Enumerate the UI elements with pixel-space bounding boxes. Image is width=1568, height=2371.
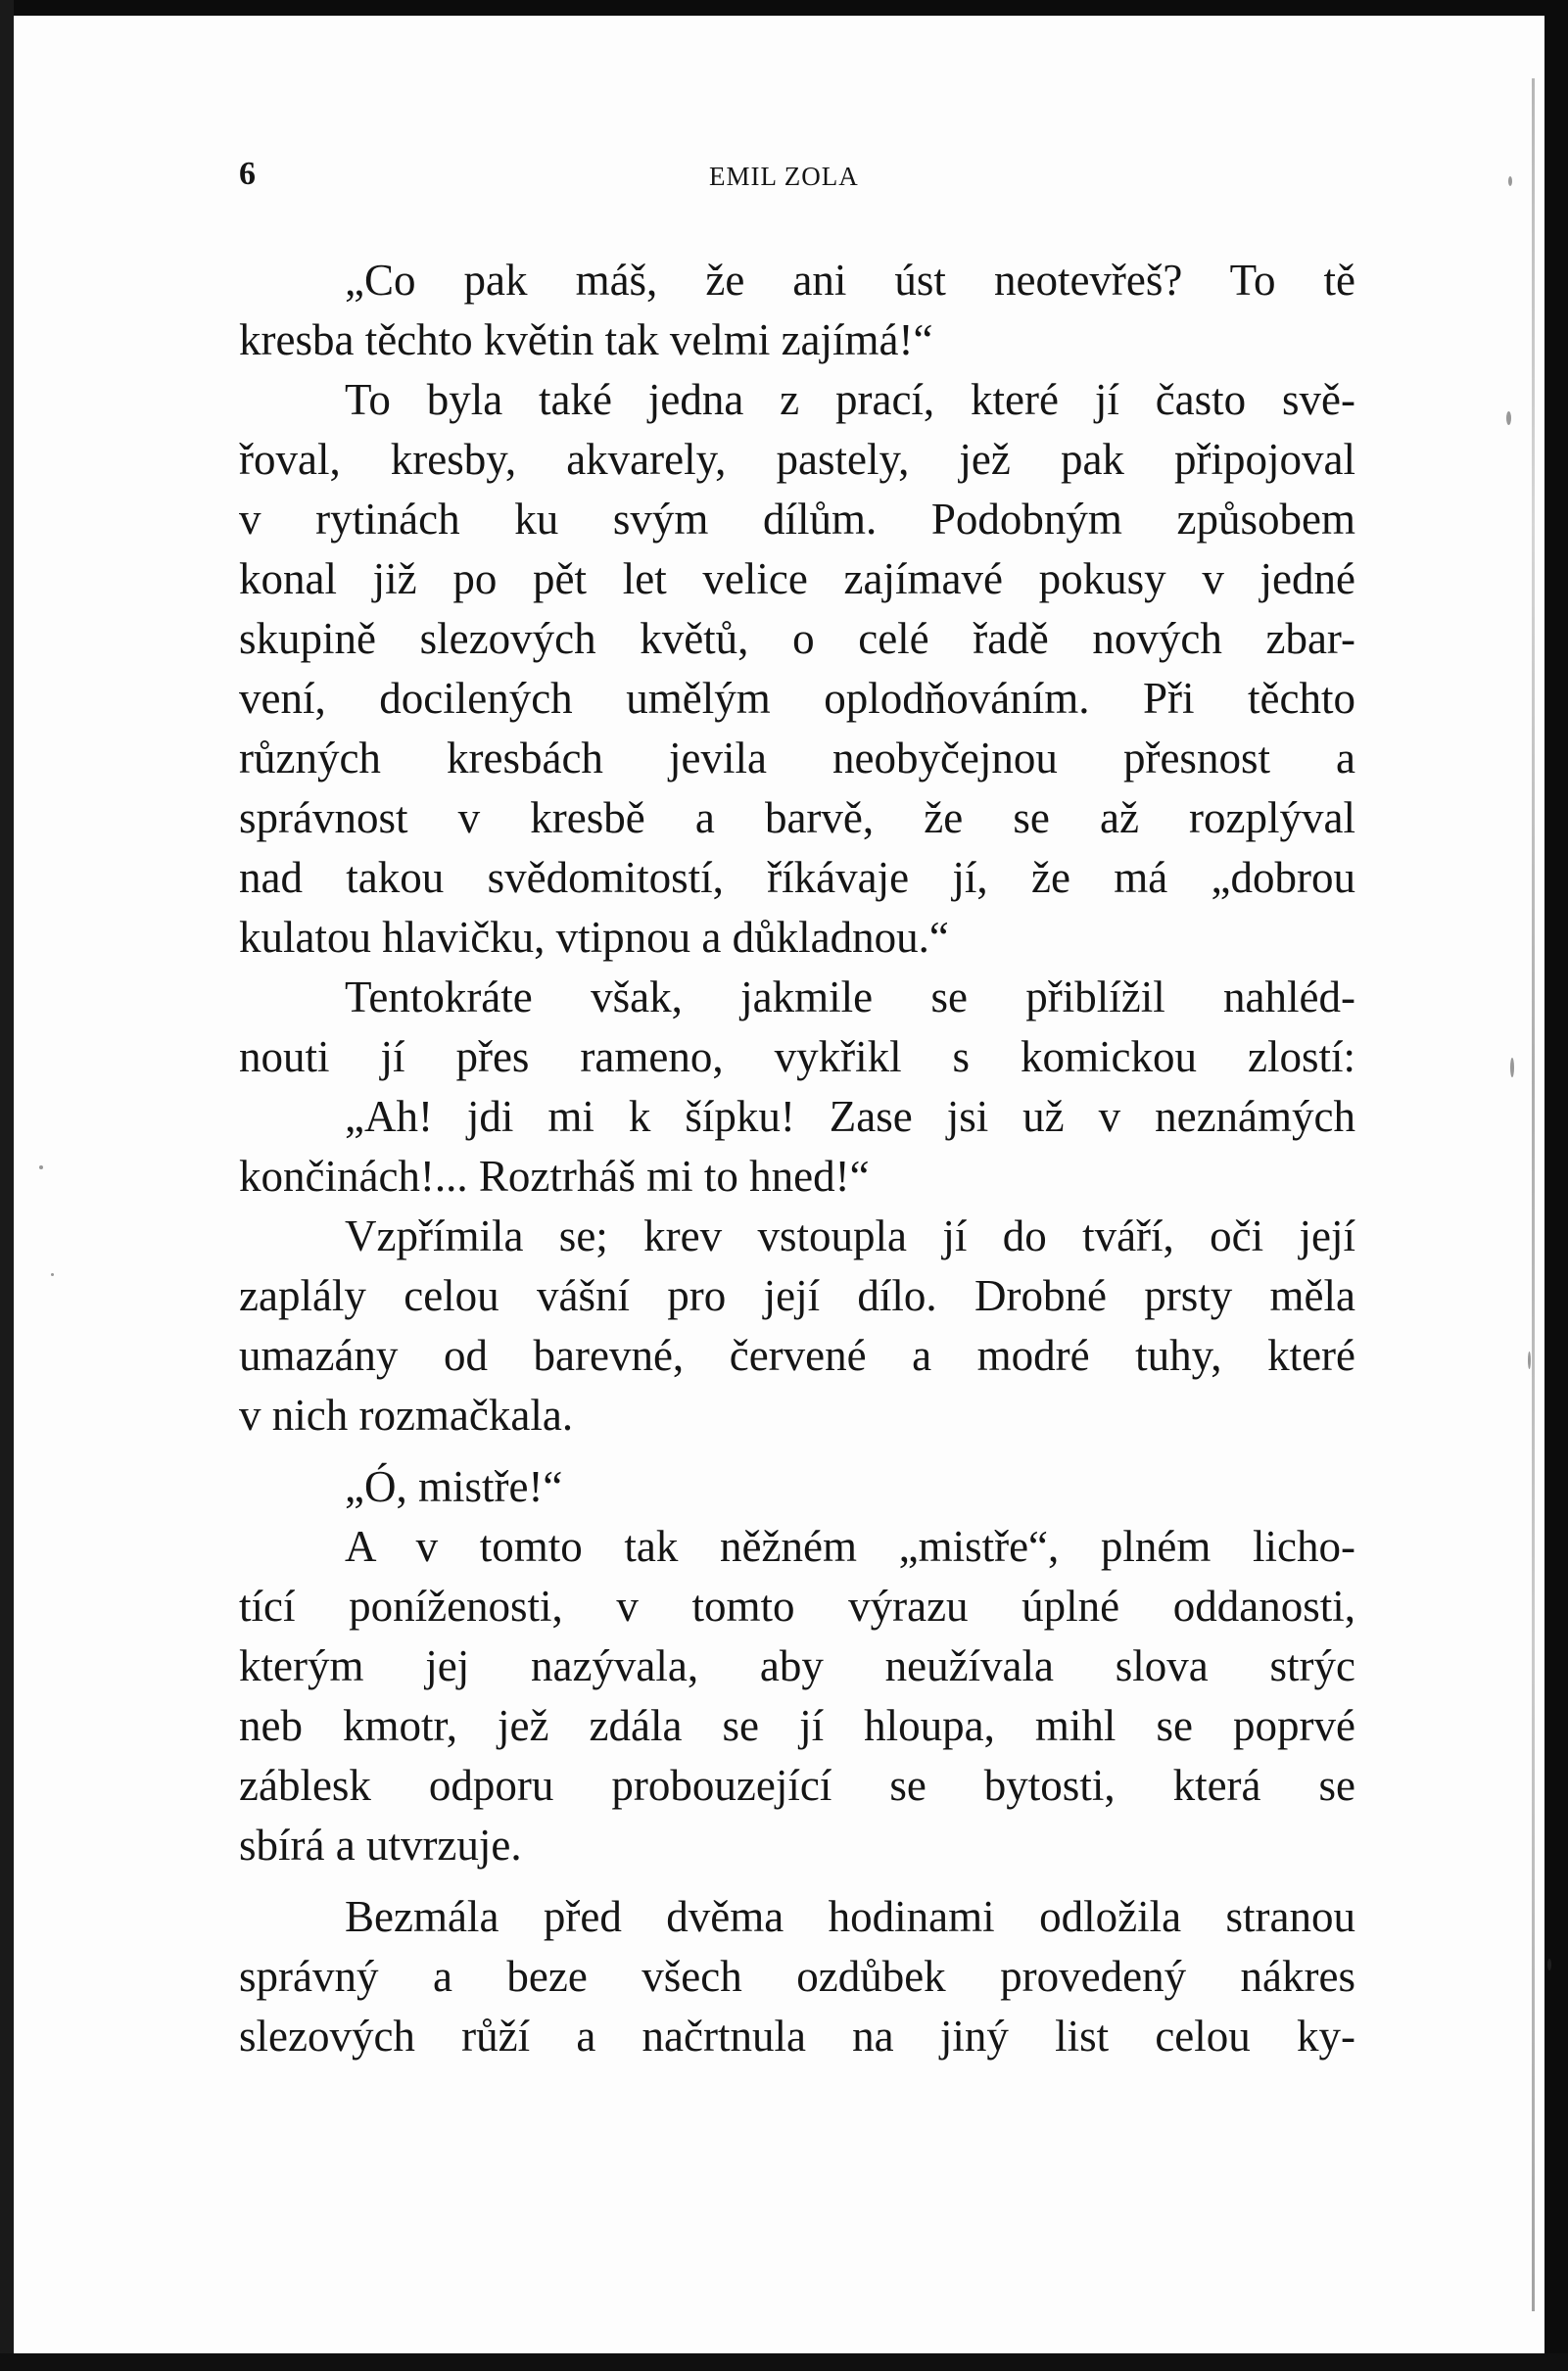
text-line: „Co pak máš, že ani úst neotevřeš? To tě [345,256,1355,305]
text-line: skupině slezových květů, o celé řadě nových zbar- [239,614,1355,663]
text-line: správný a beze všech ozdůbek provedený nákres [239,1952,1355,2001]
text-line: v rytinách ku svým dílům. Podobným způsobem [239,495,1355,544]
text-line: nad takou svědomitostí, říkávaje jí, že má „dobrou [239,853,1355,902]
text-line: slezových růží a načrtnula na jiný list celou ky- [239,2012,1355,2061]
text-line: kresba těchto květin tak velmi zajímá!“ [239,315,933,364]
text-line: kulatou hlavičku, vtipnou a důkladnou.“ [239,913,949,962]
text-line: nouti jí přes rameno, vykřikl s komickou zlostí: [239,1032,1355,1081]
scan-border-right [1544,0,1568,2371]
scan-speck [1510,1058,1514,1077]
scan-border-left [0,0,14,2371]
text-line: sbírá a utvrzuje. [239,1821,522,1870]
text-line: A v tomto tak něžném „mistře“, plném licho- [345,1522,1355,1571]
text-line: neb kmotr, jež zdála se jí hloupa, mihl se poprvé [239,1701,1355,1750]
text-line: řoval, kresby, akvarely, pastely, jež pak připojoval [239,435,1355,484]
scan-border-top [0,0,1568,16]
page-number: 6 [239,156,256,192]
scan-border-bottom [0,2353,1568,2371]
text-line: Tentokráte však, jakmile se přiblížil nahléd- [345,972,1355,1021]
text-line: správnost v kresbě a barvě, že se až rozplýval [239,793,1355,842]
text-line: tící poníženosti, v tomto výrazu úplné oddanosti, [239,1582,1355,1631]
text-line: různých kresbách jevila neobyčejnou přesnost a [239,734,1355,782]
text-line: končinách!... Roztrháš mi to hned!“ [239,1152,870,1201]
text-line: záblesk odporu probouzející se bytosti, která se [239,1761,1355,1810]
text-line: To byla také jedna z prací, které jí často svě- [345,375,1355,424]
scan-speck [1528,1351,1531,1369]
text-line: Vzpřímila se; krev vstoupla jí do tváří, oči její [345,1211,1355,1260]
scan-speck [1547,1959,1551,1970]
scan-speck [1508,176,1512,186]
text-line: umazány od barevné, červené a modré tuhy, které [239,1331,1355,1380]
text-line: „Ah! jdi mi k šípku! Zase jsi už v neznámých [345,1092,1355,1141]
text-line: Bezmála před dvěma hodinami odložila stranou [345,1892,1355,1941]
text-line: konal již po pět let velice zajímavé pokusy v jedné [239,554,1355,603]
page-header [239,155,1346,194]
running-head: EMIL ZOLA [709,162,859,191]
scan-speck [1506,411,1511,425]
text-line: vení, docilených umělým oplodňováním. Při těchto [239,674,1355,723]
scan-speck [39,1165,43,1169]
page-edge-shadow [1532,78,1535,2311]
text-line: v nich rozmačkala. [239,1391,574,1440]
text-line: „Ó, mistře!“ [345,1462,563,1511]
text-line: kterým jej nazývala, aby neužívala slova strýc [239,1641,1355,1690]
scan-speck [51,1273,54,1276]
body-text [239,251,1355,2066]
text-line: zaplály celou vášní pro její dílo. Drobné prsty měla [239,1271,1355,1320]
